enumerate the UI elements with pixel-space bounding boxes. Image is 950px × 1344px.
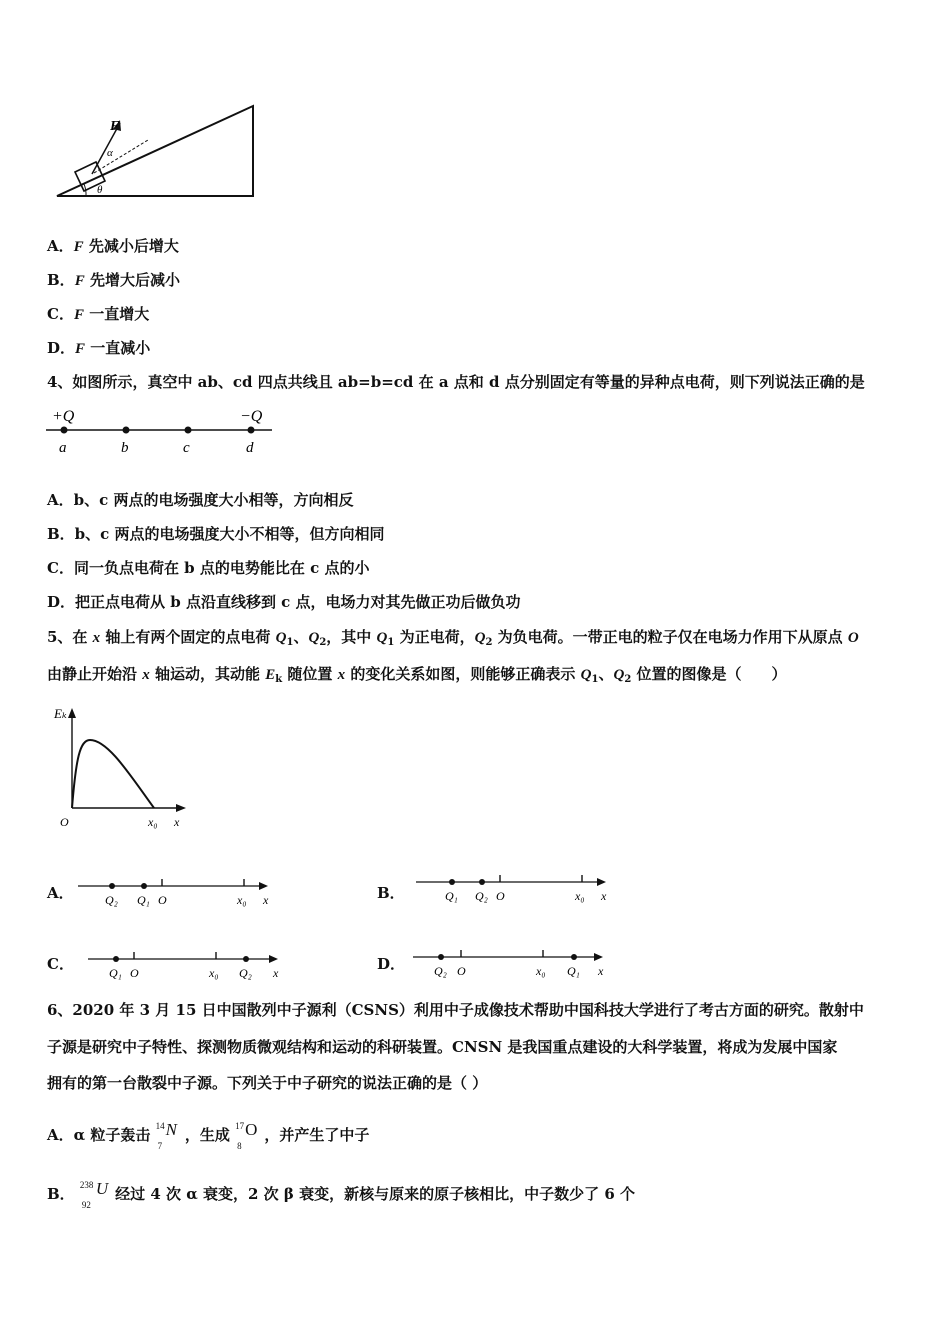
q6-option-a: A．α 粒子轰击 14 7 N ，生成 17 8 O ，并产生了中子 [47,1120,370,1151]
point-d [248,427,255,434]
q5-option-d-axis [409,943,619,981]
q3-option-d: D．F 一直减小 [47,339,151,357]
label-d: d [246,440,254,456]
q4-stem: 4、如图所示，真空中 ab、cd 四点共线且 ab=b=cd 在 a 点和 d 点分别固定有等量的异种点电荷，则下列说法正确的是 [47,373,865,391]
x-axis-arrowhead [176,804,186,812]
svg-text:x₀: x₀ [237,893,247,907]
label-c: c [183,440,190,456]
q5-option-c-letter: C． [47,955,74,973]
q4-option-d: D．把正点电荷从 b 点沿直线移到 c 点，电场力对其先做正功后做负功 [47,593,521,611]
q5-option-b-letter: B． [377,884,405,902]
q5-option-c-axis [84,945,294,983]
point-a [61,427,68,434]
svg-text:Q₂: Q₂ [239,966,252,980]
q4-option-a: A．b、c 两点的电场强度大小相等，方向相反 [47,491,354,509]
q5-stem-line2: 由静止开始沿 x 轴运动，其动能 $E_k$ 随位置 x 的变化关系如图，则能够正确表示 $Q_1$、$Q_2$ 位置的图像是（ ） [47,665,787,685]
svg-text:x: x [273,966,279,980]
q3-option-a: A．F 先减小后增大 [47,237,179,255]
origin-label: O [60,815,69,829]
point-b [123,427,130,434]
charge-plus-label: +Q [52,408,75,425]
q6-stem-line3: 拥有的第一台散裂中子源。下列关于中子研究的说法正确的是（ ） [47,1074,488,1092]
q6-option-b: B． 238 92 U 经过 4 次 α 衰变，2 次 β 衰变，新核与原来的原子核相比，中子数少了 6 个 [47,1179,635,1210]
svg-text:O: O [496,889,505,903]
y-axis-arrowhead [68,708,76,718]
incline-triangle [57,106,253,196]
charge-minus-label: −Q [240,408,263,425]
ek-curve [72,740,154,808]
q5-stem-line1: 5、在 x 轴上有两个固定的点电荷 $Q_1$、$Q_2$，其中 $Q_1$ 为正电荷，$Q_2$ 为负电荷。一带正电的粒子仅在电场力作用下从原点 O [47,628,859,648]
q6-stem-line2: 子源是研究中子特性、探测物质微观结构和运动的科研装置。CNSN 是我国重点建设的大科学装置，将成为发展中国家 [47,1038,838,1056]
force-label: F [110,119,120,134]
q4-option-c: C．同一负点电荷在 b 点的电势能比在 c 点的小 [47,559,370,577]
svg-text:x: x [601,889,607,903]
q5-option-b-axis [412,868,622,906]
svg-text:Q₁: Q₁ [445,889,458,903]
label-b: b [121,440,129,456]
q3-option-c: C．F 一直增大 [47,305,150,323]
alpha-label: α [107,147,113,159]
q5-option-a-axis [74,872,284,910]
point-c [185,427,192,434]
q4-option-b: B．b、c 两点的电场强度大小不相等，但方向相同 [47,525,385,543]
label-a: a [59,440,67,456]
incline-diagram [50,100,265,200]
svg-text:x: x [263,893,269,907]
theta-label: θ [97,184,103,196]
svg-text:Q₁: Q₁ [137,893,150,907]
svg-text:x₀: x₀ [209,966,219,980]
svg-text:O: O [457,964,466,978]
ek-x-graph [50,700,200,835]
svg-text:O: O [158,893,167,907]
uranium-238-symbol: 238 92 U [79,1179,109,1210]
q5-option-d-letter: D． [377,955,406,973]
oxygen-17-symbol: 17 8 O [235,1120,258,1151]
charges-line-diagram [44,402,279,458]
svg-text:x₀: x₀ [536,964,546,978]
svg-text:Q₂: Q₂ [475,889,488,903]
nitrogen-14-symbol: 14 7 N [155,1120,177,1151]
q6-stem-line1: 6、2020 年 3 月 15 日中国散列中子源利（CSNS）利用中子成像技术帮助中国科技大学进行了考古方面的研究。散射中 [47,1001,864,1019]
x0-label: x₀ [148,815,158,829]
svg-text:Q₁: Q₁ [109,966,122,980]
svg-text:x₀: x₀ [575,889,585,903]
ek-label: Eₖ [54,706,67,721]
svg-text:x: x [598,964,604,978]
svg-text:O: O [130,966,139,980]
svg-text:Q₁: Q₁ [567,964,580,978]
q3-option-b: B．F 先增大后减小 [47,271,180,289]
x-label: x [174,815,180,829]
q5-option-a-letter: A． [47,884,74,902]
svg-text:Q₂: Q₂ [105,893,118,907]
svg-text:Q₂: Q₂ [434,964,447,978]
